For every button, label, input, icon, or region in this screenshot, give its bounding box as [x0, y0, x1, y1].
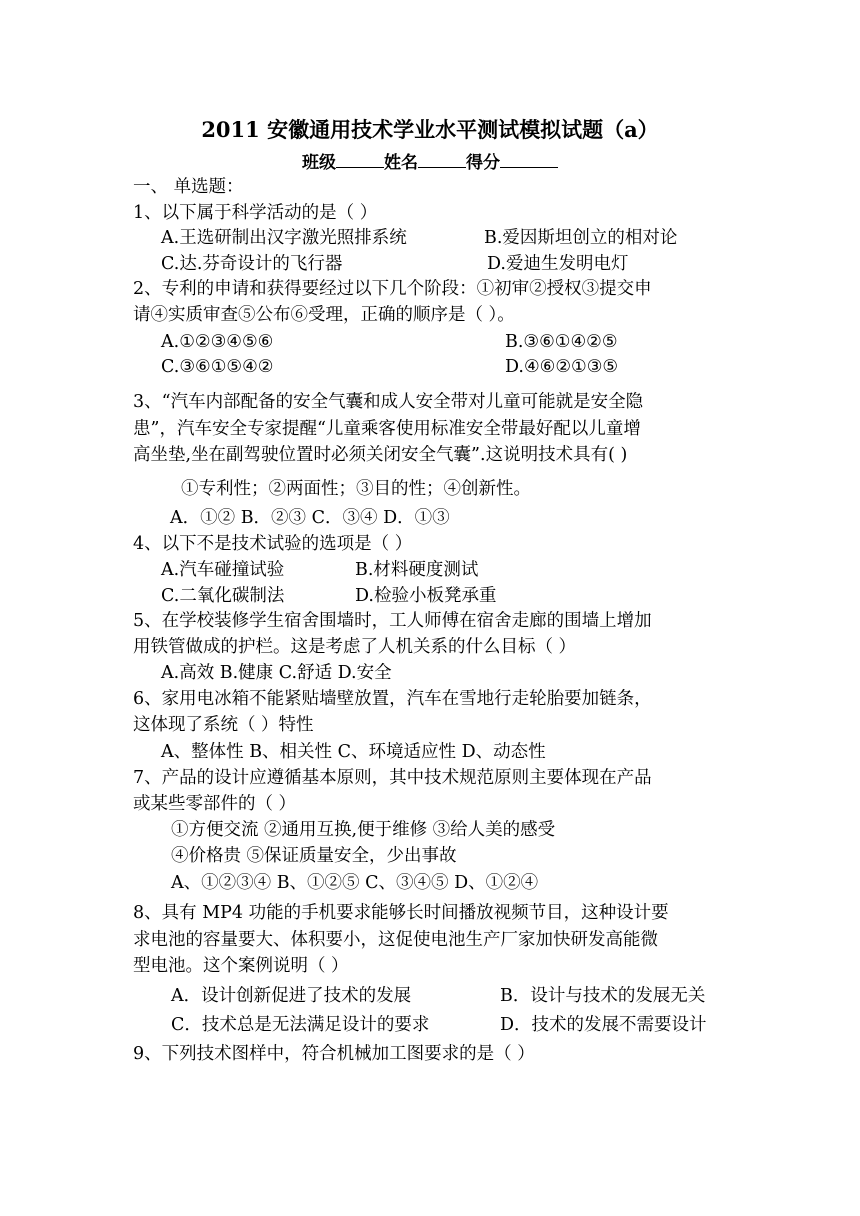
q2-stem-line2: 请④实质审查⑤公布⑥受理，正确的顺序是（ ）。 — [133, 305, 515, 325]
q9-stem: 9、下列技术图样中，符合机械加工图要求的是（ ） — [133, 1044, 535, 1064]
q8-stem-line3: 型电池。这个案例说明（ ） — [133, 956, 349, 976]
student-info-fields — [0, 151, 860, 174]
q2-option-c: C.③⑥①⑤④② — [161, 357, 274, 377]
q1-option-d: D.爱迪生发明电灯 — [487, 254, 629, 274]
class-label: 班级 — [302, 153, 336, 173]
name-label: 姓名 — [384, 153, 418, 173]
q3-options: A．①② B．②③ C．③④ D．①③ — [170, 508, 450, 528]
q5-stem-line2: 用铁管做成的护栏。这是考虑了人机关系的什么目标（ ） — [133, 637, 577, 657]
q8-stem-line1: 8、具有 MP4 功能的手机要求能够长时间播放视频节目，这种设计要 — [133, 903, 669, 923]
page-title: 2011 安徽通用技术学业水平测试模拟试题（a） — [201, 117, 659, 142]
q3-stem-line2: 患”，汽车安全专家提醒“儿童乘客使用标准安全带最好配以儿童增 — [133, 419, 641, 439]
q2-option-d: D.④⑥②①③⑤ — [505, 357, 619, 377]
q8-option-a: A．设计创新促进了技术的发展 — [171, 986, 412, 1006]
q7-items-line1: ①方便交流 ②通用互换,便于维修 ③给人美的感受 — [171, 820, 556, 840]
q6-stem-line1: 6、家用电冰箱不能紧贴墙壁放置，汽车在雪地行走轮胎要加链条， — [133, 689, 652, 709]
q1-stem: 1、以下属于科学活动的是（ ） — [133, 203, 378, 223]
q8-stem-line2: 求电池的容量要大、体积要小，这促使电池生产厂家加快研发高能微 — [133, 930, 658, 950]
q1-option-c: C.达.芬奇设计的飞行器 — [161, 254, 343, 274]
q5-stem-line1: 5、在学校装修学生宿舍围墙时，工人师傅在宿舍走廊的围墙上增加 — [133, 611, 652, 631]
q4-option-c: C.二氧化碳制法 — [161, 586, 285, 606]
q4-stem: 4、以下不是技术试验的选项是（ ） — [133, 534, 413, 554]
q3-items: ①专利性；②两面性；③目的性；④创新性。 — [181, 479, 531, 499]
score-label: 得分 — [466, 153, 500, 173]
q3-stem-line1: 3、“汽车内部配备的安全气囊和成人安全带对儿童可能就是安全隐 — [133, 392, 644, 412]
q4-option-b: B.材料硬度测试 — [355, 560, 479, 580]
q2-stem-line1: 2、专利的申请和获得要经过以下几个阶段：①初审②授权③提交申 — [133, 279, 652, 299]
q3-stem-line3: 高坐垫,坐在副驾驶位置时必须关闭安全气囊”.这说明技术具有( ) — [133, 445, 628, 465]
q7-options: A、①②③④ B、①②⑤ C、③④⑤ D、①②④ — [171, 873, 539, 893]
q8-option-b: B．设计与技术的发展无关 — [500, 986, 706, 1006]
q4-option-d: D.检验小板凳承重 — [355, 586, 497, 606]
q7-stem-line2: 或某些零部件的（ ） — [133, 794, 297, 814]
class-blank[interactable] — [336, 151, 384, 168]
q6-options: A、整体性 B、相关性 C、环境适应性 D、动态性 — [161, 742, 546, 762]
q7-items-line2: ④价格贵 ⑤保证质量安全，少出事故 — [171, 846, 457, 866]
q1-option-a: A.王选研制出汉字激光照排系统 — [161, 228, 407, 248]
q4-option-a: A.汽车碰撞试验 — [161, 560, 285, 580]
section-heading: 一、 单选题： — [133, 177, 244, 197]
q5-options: A.高效 B.健康 C.舒适 D.安全 — [161, 663, 392, 683]
q2-option-a: A.①②③④⑤⑥ — [161, 332, 274, 352]
q6-stem-line2: 这体现了系统（ ）特性 — [133, 715, 314, 735]
q2-option-b: B.③⑥①④②⑤ — [505, 332, 618, 352]
q8-option-d: D．技术的发展不需要设计 — [500, 1015, 707, 1035]
name-blank[interactable] — [418, 151, 466, 168]
score-blank[interactable] — [500, 151, 558, 168]
q8-option-c: C．技术总是无法满足设计的要求 — [171, 1015, 430, 1035]
q7-stem-line1: 7、产品的设计应遵循基本原则，其中技术规范原则主要体现在产品 — [133, 768, 652, 788]
q1-option-b: B.爱因斯坦创立的相对论 — [484, 228, 678, 248]
